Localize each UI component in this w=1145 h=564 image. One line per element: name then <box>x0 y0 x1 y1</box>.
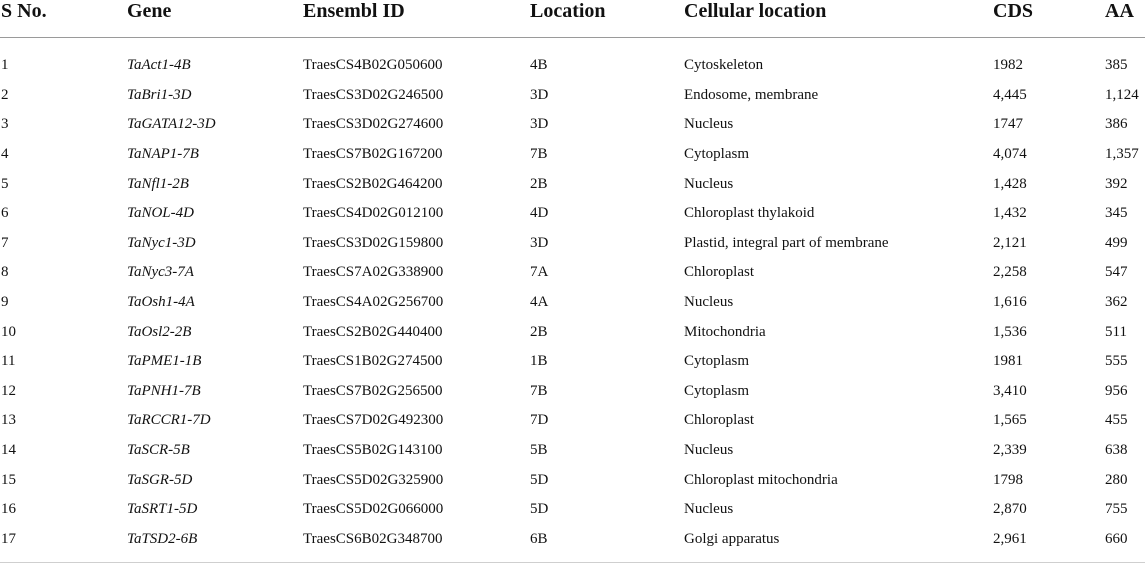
table-row <box>0 436 1145 466</box>
cell-sno: 3 <box>1 116 9 133</box>
cell-location: 7A <box>530 264 549 281</box>
header-gene: Gene <box>127 0 303 38</box>
cell-gene: TaSCR-5B <box>127 442 190 459</box>
cell-sno: 4 <box>1 146 9 163</box>
cell-cellular-location: Chloroplast <box>684 264 754 281</box>
cell-cds: 1981 <box>993 353 1023 370</box>
cell-sno: 13 <box>1 412 16 429</box>
table-bottom-rule <box>0 562 1145 563</box>
cell-cellular-location: Mitochondria <box>684 323 766 340</box>
cell-gene: TaAct1-4B <box>127 57 191 74</box>
table-row <box>0 525 1145 555</box>
cell-cellular-location: Cytoplasm <box>684 146 750 163</box>
cell-cds: 2,258 <box>993 264 1027 281</box>
table-row <box>0 81 1145 111</box>
table-row <box>0 465 1145 495</box>
cell-aa: 499 <box>1105 234 1128 251</box>
cell-aa: 280 <box>1105 471 1128 488</box>
table-header <box>0 0 1145 38</box>
cell-cellular-location: Nucleus <box>684 442 734 459</box>
cell-sno: 6 <box>1 205 9 222</box>
cell-sno: 10 <box>1 323 16 340</box>
cell-cds: 2,961 <box>993 530 1027 547</box>
cell-cds: 1,536 <box>993 323 1027 340</box>
cell-location: 5D <box>530 501 549 518</box>
cell-cellular-location: Cytoplasm <box>684 382 750 399</box>
cell-aa: 385 <box>1105 57 1128 74</box>
table-row <box>0 110 1145 140</box>
cell-cds: 1,428 <box>993 175 1027 192</box>
cell-sno: 15 <box>1 471 16 488</box>
cell-cellular-location: Chloroplast thylakoid <box>684 205 815 222</box>
cell-cellular-location: Endosome, membrane <box>684 86 819 103</box>
cell-cellular-location: Nucleus <box>684 294 734 311</box>
table-row <box>0 377 1145 407</box>
cell-sno: 1 <box>1 57 9 74</box>
header-sno: S No. <box>0 0 127 38</box>
cell-cds: 1798 <box>993 471 1023 488</box>
cell-ensembl-id: TraesCS4D02G012100 <box>303 205 444 222</box>
cell-cellular-location: Nucleus <box>684 116 734 133</box>
cell-location: 5D <box>530 471 549 488</box>
cell-cds: 4,074 <box>993 146 1027 163</box>
cell-sno: 12 <box>1 382 16 399</box>
cell-sno: 16 <box>1 501 16 518</box>
cell-cellular-location: Cytoskeleton <box>684 57 764 74</box>
cell-ensembl-id: TraesCS5D02G066000 <box>303 501 444 518</box>
cell-sno: 17 <box>1 530 16 547</box>
table-row <box>0 169 1145 199</box>
cell-ensembl-id: TraesCS4B02G050600 <box>303 57 443 74</box>
header-cds: CDS <box>993 0 1105 38</box>
cell-sno: 2 <box>1 86 9 103</box>
cell-gene: TaSGR-5D <box>127 471 193 488</box>
cell-location: 2B <box>530 175 548 192</box>
cell-cellular-location: Plastid, integral part of membrane <box>684 234 889 251</box>
cell-aa: 511 <box>1105 323 1127 340</box>
cell-location: 3D <box>530 86 549 103</box>
table-row <box>0 51 1145 81</box>
table-row <box>0 347 1145 377</box>
cell-cds: 1982 <box>993 57 1023 74</box>
cell-gene: TaNyc1-3D <box>127 234 196 251</box>
table-row <box>0 288 1145 318</box>
cell-ensembl-id: TraesCS5B02G143100 <box>303 442 443 459</box>
cell-cellular-location: Nucleus <box>684 501 734 518</box>
cell-gene: TaOsl2-2B <box>127 323 192 340</box>
cell-gene: TaNfl1-2B <box>127 175 189 192</box>
cell-aa: 455 <box>1105 412 1128 429</box>
cell-aa: 1,124 <box>1105 86 1139 103</box>
cell-location: 4A <box>530 294 549 311</box>
cell-location: 3D <box>530 234 549 251</box>
cell-cds: 4,445 <box>993 86 1027 103</box>
cell-cds: 2,121 <box>993 234 1027 251</box>
cell-gene: TaNOL-4D <box>127 205 194 222</box>
cell-aa: 362 <box>1105 294 1128 311</box>
cell-ensembl-id: TraesCS2B02G464200 <box>303 175 443 192</box>
cell-cds: 3,410 <box>993 382 1027 399</box>
cell-ensembl-id: TraesCS2B02G440400 <box>303 323 443 340</box>
header-ensembl-id: Ensembl ID <box>303 0 530 38</box>
cell-sno: 11 <box>1 353 16 370</box>
cell-gene: TaPNH1-7B <box>127 382 201 399</box>
cell-location: 7B <box>530 146 548 163</box>
table-body <box>0 38 1145 555</box>
header-cellular-location: Cellular location <box>684 0 993 38</box>
cell-aa: 345 <box>1105 205 1128 222</box>
cell-ensembl-id: TraesCS3D02G246500 <box>303 86 444 103</box>
cell-ensembl-id: TraesCS1B02G274500 <box>303 353 443 370</box>
cell-cds: 1,432 <box>993 205 1027 222</box>
cell-location: 5B <box>530 442 548 459</box>
header-aa: AA <box>1105 0 1145 38</box>
cell-location: 2B <box>530 323 548 340</box>
cell-gene: TaBri1-3D <box>127 86 192 103</box>
table-row <box>0 406 1145 436</box>
cell-aa: 392 <box>1105 175 1128 192</box>
cell-cds: 2,339 <box>993 442 1027 459</box>
cell-cellular-location: Chloroplast mitochondria <box>684 471 838 488</box>
cell-gene: TaPME1-1B <box>127 353 202 370</box>
cell-location: 7D <box>530 412 549 429</box>
cell-gene: TaOsh1-4A <box>127 294 195 311</box>
cell-ensembl-id: TraesCS6B02G348700 <box>303 530 443 547</box>
table-row <box>0 140 1145 170</box>
cell-ensembl-id: TraesCS3D02G159800 <box>303 234 444 251</box>
cell-location: 3D <box>530 116 549 133</box>
cell-cellular-location: Cytoplasm <box>684 353 750 370</box>
cell-aa: 1,357 <box>1105 146 1139 163</box>
table-row <box>0 229 1145 259</box>
cell-sno: 5 <box>1 175 9 192</box>
cell-aa: 547 <box>1105 264 1128 281</box>
table-row <box>0 495 1145 525</box>
cell-sno: 9 <box>1 294 9 311</box>
cell-ensembl-id: TraesCS4A02G256700 <box>303 294 444 311</box>
table-row <box>0 199 1145 229</box>
cell-aa: 755 <box>1105 501 1128 518</box>
cell-cellular-location: Chloroplast <box>684 412 754 429</box>
cell-gene: TaNyc3-7A <box>127 264 194 281</box>
cell-location: 4B <box>530 57 548 74</box>
cell-ensembl-id: TraesCS5D02G325900 <box>303 471 444 488</box>
cell-gene: TaNAP1-7B <box>127 146 199 163</box>
cell-aa: 638 <box>1105 442 1128 459</box>
cell-cellular-location: Nucleus <box>684 175 734 192</box>
cell-cds: 1,616 <box>993 294 1027 311</box>
cell-ensembl-id: TraesCS7D02G492300 <box>303 412 444 429</box>
cell-ensembl-id: TraesCS7B02G256500 <box>303 382 443 399</box>
cell-cds: 1747 <box>993 116 1023 133</box>
table-row <box>0 317 1145 347</box>
cell-aa: 660 <box>1105 530 1128 547</box>
cell-ensembl-id: TraesCS7B02G167200 <box>303 146 443 163</box>
cell-location: 4D <box>530 205 549 222</box>
cell-sno: 8 <box>1 264 9 281</box>
cell-cds: 1,565 <box>993 412 1027 429</box>
cell-sno: 14 <box>1 442 16 459</box>
cell-aa: 386 <box>1105 116 1128 133</box>
cell-sno: 7 <box>1 234 9 251</box>
cell-location: 6B <box>530 530 548 547</box>
cell-aa: 956 <box>1105 382 1128 399</box>
cell-gene: TaGATA12-3D <box>127 116 216 133</box>
cell-cds: 2,870 <box>993 501 1027 518</box>
cell-aa: 555 <box>1105 353 1128 370</box>
table-row <box>0 258 1145 288</box>
header-location: Location <box>530 0 684 38</box>
header-spacer <box>0 38 1145 52</box>
cell-location: 1B <box>530 353 548 370</box>
cell-location: 7B <box>530 382 548 399</box>
cell-gene: TaRCCR1-7D <box>127 412 211 429</box>
cell-ensembl-id: TraesCS7A02G338900 <box>303 264 444 281</box>
cell-gene: TaTSD2-6B <box>127 530 198 547</box>
cell-ensembl-id: TraesCS3D02G274600 <box>303 116 444 133</box>
header-row <box>0 0 1145 38</box>
cell-cellular-location: Golgi apparatus <box>684 530 780 547</box>
cell-gene: TaSRT1-5D <box>127 501 198 518</box>
